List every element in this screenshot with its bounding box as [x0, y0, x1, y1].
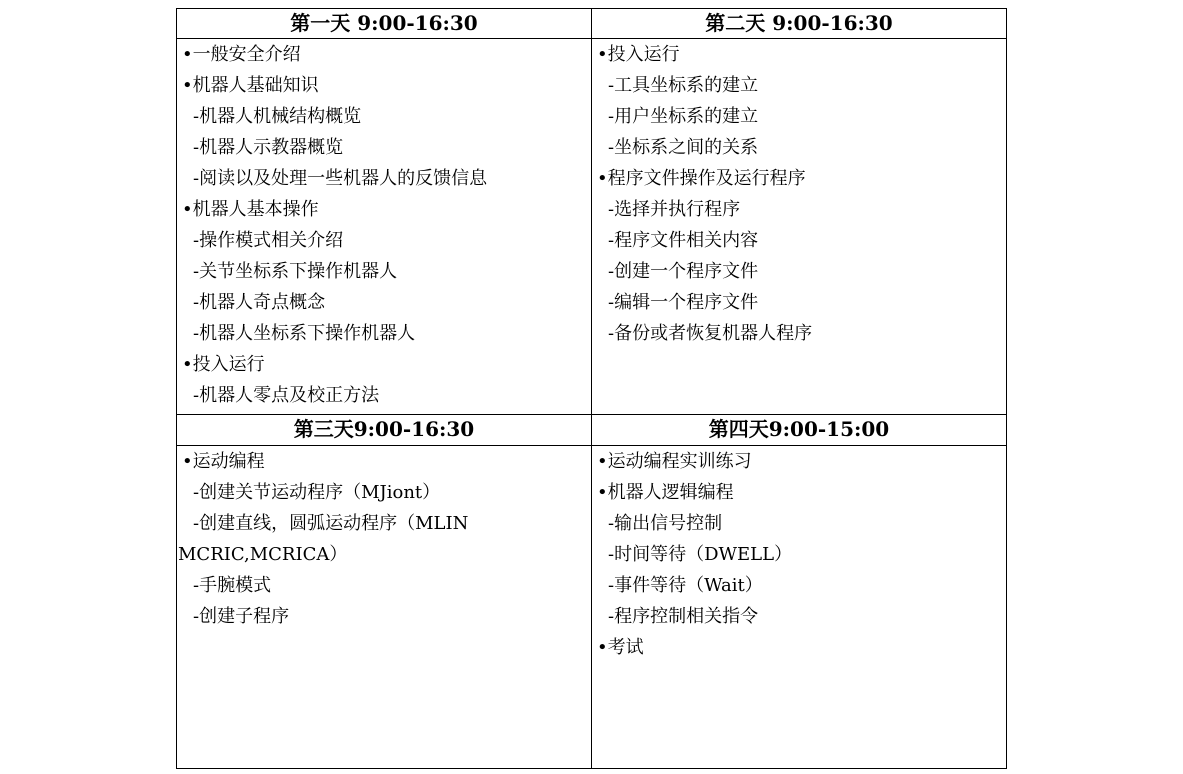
bullet-icon: • — [597, 451, 608, 472]
dash-icon: - — [193, 606, 200, 627]
day1-content-cell — [177, 39, 592, 415]
schedule-item-text: 考试 — [607, 637, 644, 658]
schedule-item — [177, 477, 591, 508]
schedule-item-text: 工具坐标系的建立 — [614, 75, 759, 96]
schedule-item-text: 用户坐标系的建立 — [614, 106, 759, 127]
header-row-day3-day4 — [177, 415, 1007, 446]
schedule-item — [592, 101, 1006, 132]
schedule-item-text: 关节坐标系下操作机器人 — [199, 261, 398, 282]
bullet-icon: • — [182, 354, 193, 375]
schedule-item — [592, 601, 1006, 632]
dash-icon: - — [608, 75, 615, 96]
schedule-item-text: 手腕模式 — [199, 575, 272, 596]
header-row-day1-day2 — [177, 9, 1007, 39]
dash-icon: - — [193, 292, 200, 313]
schedule-item-text: 机器人坐标系下操作机器人 — [199, 323, 416, 344]
dash-icon: - — [608, 513, 615, 534]
dash-icon: - — [608, 292, 615, 313]
schedule-item-text: 创建关节运动程序（MJiont） — [199, 482, 441, 503]
dash-icon: - — [608, 323, 615, 344]
bullet-icon: • — [182, 451, 193, 472]
schedule-item — [177, 349, 591, 380]
schedule-item — [177, 101, 591, 132]
schedule-item — [592, 508, 1006, 539]
day1-header: 第一天 9:00-16:30 — [177, 9, 592, 39]
schedule-item — [592, 570, 1006, 601]
schedule-item-text: 编辑一个程序文件 — [614, 292, 759, 313]
dash-icon: - — [608, 261, 615, 282]
schedule-item-text: 一般安全介绍 — [192, 44, 301, 65]
schedule-item-text: MCRIC,MCRICA） — [178, 544, 348, 565]
schedule-item-text: 运动编程 — [192, 451, 265, 472]
schedule-item — [592, 132, 1006, 163]
dash-icon: - — [193, 575, 200, 596]
schedule-item — [592, 225, 1006, 256]
schedule-item — [592, 194, 1006, 225]
schedule-item — [592, 446, 1006, 477]
schedule-item-text: 机器人示教器概览 — [199, 137, 344, 158]
schedule-item-text: 机器人逻辑编程 — [607, 482, 734, 503]
schedule-item — [177, 287, 591, 318]
schedule-item-text: 机器人基本操作 — [192, 199, 319, 220]
dash-icon: - — [608, 106, 615, 127]
schedule-item — [177, 318, 591, 349]
schedule-item — [177, 39, 591, 70]
schedule-item-text: 创建直线，圆弧运动程序（MLIN — [199, 513, 469, 534]
dash-icon: - — [608, 575, 615, 596]
schedule-item-text: 程序文件操作及运行程序 — [607, 168, 806, 189]
schedule-item — [592, 287, 1006, 318]
day3-content-cell — [177, 446, 592, 769]
day2-content-cell — [592, 39, 1007, 415]
schedule-item — [592, 632, 1006, 663]
schedule-item-text: 程序文件相关内容 — [614, 230, 759, 251]
schedule-item — [592, 163, 1006, 194]
schedule-item-text: 机器人基础知识 — [192, 75, 319, 96]
schedule-item-text: 机器人奇点概念 — [199, 292, 326, 313]
dash-icon: - — [193, 168, 200, 189]
day4-header: 第四天9:00-15:00 — [592, 415, 1007, 446]
bullet-icon: • — [597, 44, 608, 65]
schedule-item — [592, 318, 1006, 349]
training-schedule-table — [176, 8, 1007, 769]
bullet-icon: • — [182, 44, 193, 65]
schedule-item-text: 运动编程实训练习 — [607, 451, 752, 472]
schedule-item — [177, 570, 591, 601]
schedule-item — [592, 256, 1006, 287]
bullet-icon: • — [597, 482, 608, 503]
schedule-item — [177, 194, 591, 225]
schedule-item — [592, 39, 1006, 70]
dash-icon: - — [608, 606, 615, 627]
schedule-item — [177, 380, 591, 411]
dash-icon: - — [608, 230, 615, 251]
schedule-item — [592, 477, 1006, 508]
dash-icon: - — [608, 544, 615, 565]
schedule-item-text: 创建子程序 — [199, 606, 290, 627]
bullet-icon: • — [597, 168, 608, 189]
content-row-day1-day2 — [177, 39, 1007, 415]
day3-header: 第三天9:00-16:30 — [177, 415, 592, 446]
schedule-item — [177, 446, 591, 477]
schedule-item-text: 事件等待（Wait） — [614, 575, 763, 596]
content-row-day3-day4 — [177, 446, 1007, 769]
schedule-item-text: 阅读以及处理一些机器人的反馈信息 — [199, 168, 488, 189]
bullet-icon: • — [182, 199, 193, 220]
schedule-item — [177, 508, 591, 539]
schedule-item-text: 时间等待（DWELL） — [614, 544, 793, 565]
schedule-item — [177, 539, 591, 570]
schedule-item — [177, 70, 591, 101]
dash-icon: - — [193, 137, 200, 158]
schedule-item-text: 操作模式相关介绍 — [199, 230, 344, 251]
dash-icon: - — [193, 385, 200, 406]
dash-icon: - — [193, 106, 200, 127]
dash-icon: - — [193, 482, 200, 503]
dash-icon: - — [193, 323, 200, 344]
schedule-item — [177, 601, 591, 632]
dash-icon: - — [608, 199, 615, 220]
schedule-item-text: 选择并执行程序 — [614, 199, 741, 220]
schedule-item-text: 创建一个程序文件 — [614, 261, 759, 282]
schedule-item — [177, 225, 591, 256]
schedule-item-text: 输出信号控制 — [614, 513, 723, 534]
bullet-icon: • — [182, 75, 193, 96]
schedule-item-text: 备份或者恢复机器人程序 — [614, 323, 813, 344]
schedule-item — [177, 132, 591, 163]
dash-icon: - — [193, 513, 200, 534]
schedule-item — [177, 163, 591, 194]
dash-icon: - — [193, 230, 200, 251]
day2-header: 第二天 9:00-16:30 — [592, 9, 1007, 39]
day4-content-cell — [592, 446, 1007, 769]
schedule-item — [177, 256, 591, 287]
dash-icon: - — [193, 261, 200, 282]
schedule-item — [592, 539, 1006, 570]
schedule-item-text: 机器人机械结构概览 — [199, 106, 362, 127]
bullet-icon: • — [597, 637, 608, 658]
schedule-item-text: 投入运行 — [607, 44, 680, 65]
schedule-item-text: 坐标系之间的关系 — [614, 137, 759, 158]
schedule-item-text: 投入运行 — [192, 354, 265, 375]
dash-icon: - — [608, 137, 615, 158]
schedule-item — [592, 70, 1006, 101]
schedule-item-text: 机器人零点及校正方法 — [199, 385, 380, 406]
schedule-item-text: 程序控制相关指令 — [614, 606, 759, 627]
